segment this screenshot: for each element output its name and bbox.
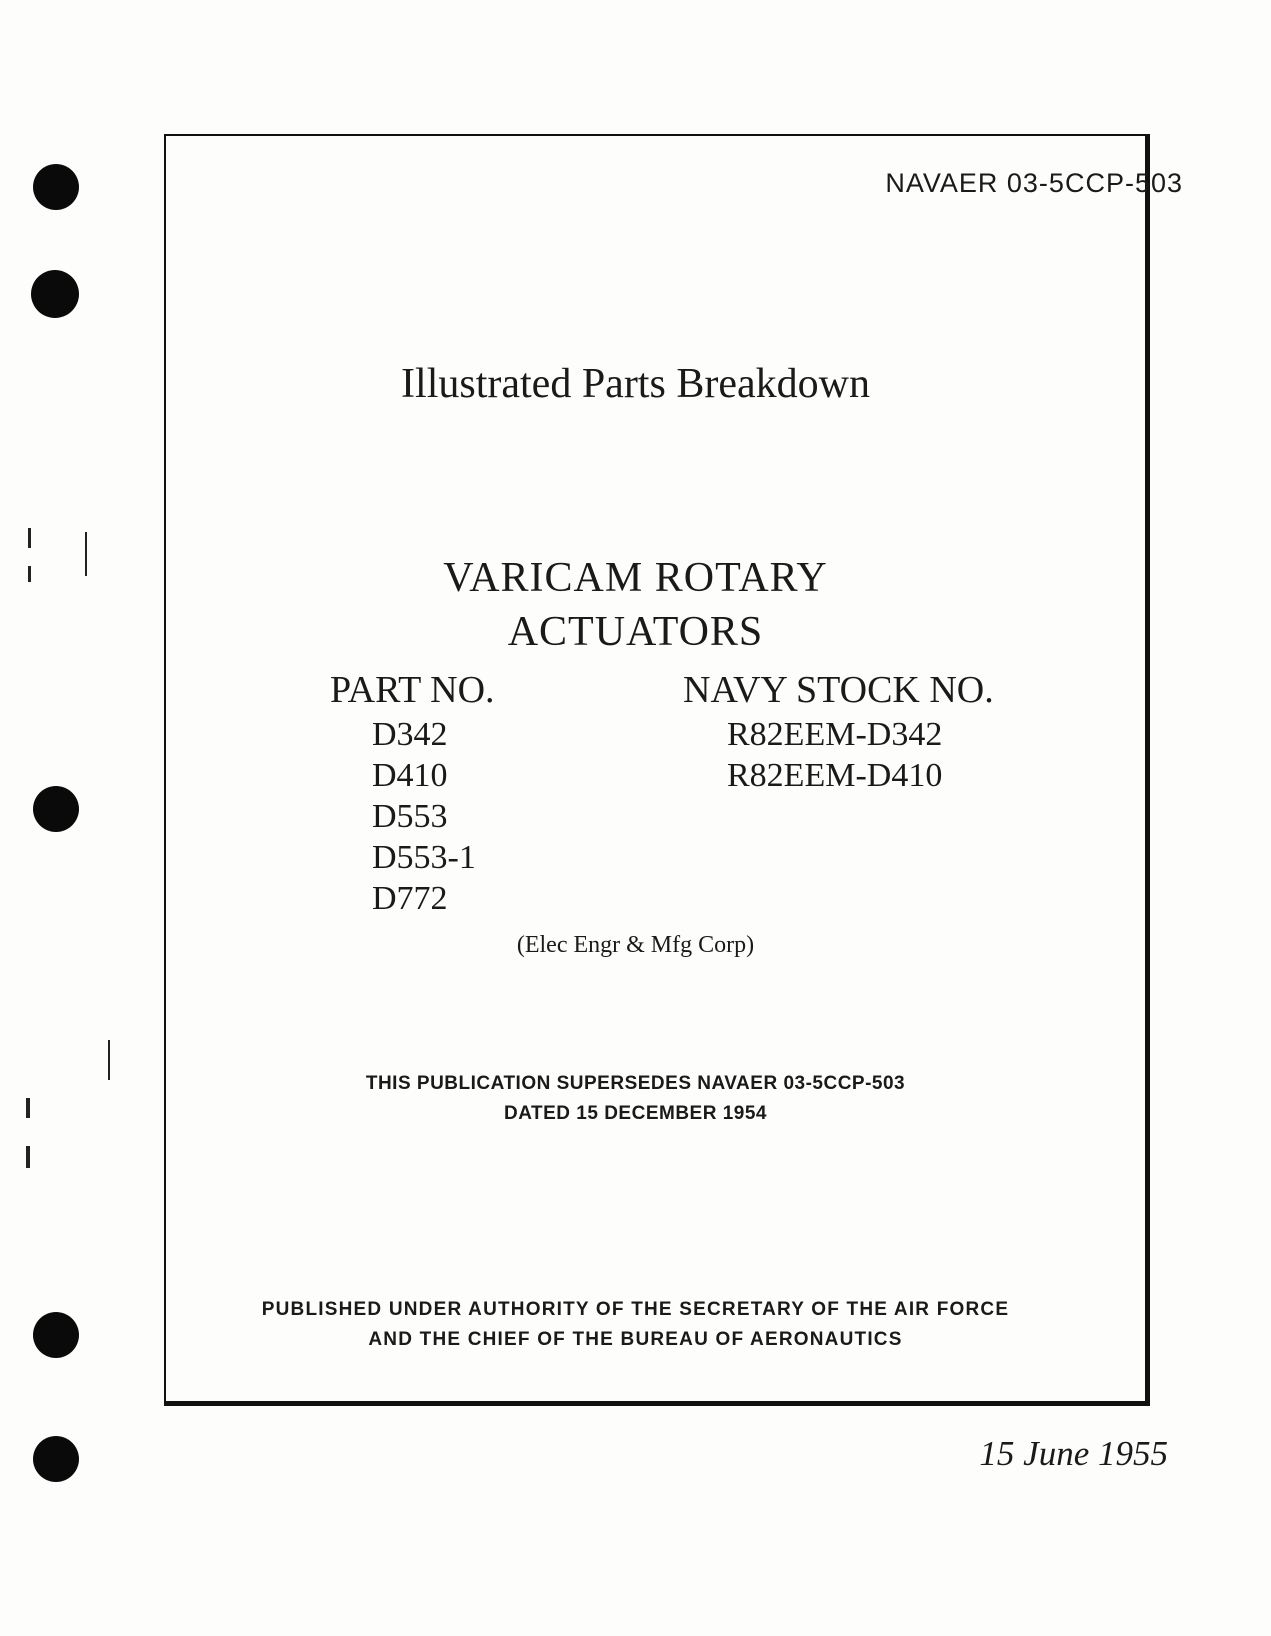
binder-hole-3 (33, 786, 79, 832)
part-number: D410 (372, 757, 448, 794)
binder-hole-5 (33, 1436, 79, 1482)
scan-mark (26, 1146, 30, 1168)
binder-hole-2 (31, 270, 79, 318)
navy-stock-no-header: NAVY STOCK NO. (683, 669, 994, 711)
part-number: D772 (372, 880, 448, 917)
document-number: NAVAER 03-5CCP-503 (885, 168, 1183, 198)
authority-line1: PUBLISHED UNDER AUTHORITY OF THE SECRETARY OF THE AIR FORCE (261, 1299, 1010, 1320)
document-title: Illustrated Parts Breakdown (401, 361, 870, 407)
part-number: D553-1 (372, 839, 476, 876)
stock-number: R82EEM-D410 (727, 757, 943, 794)
part-no-header: PART NO. (330, 669, 495, 711)
part-number-list (372, 714, 476, 919)
scan-mark (28, 528, 31, 548)
publication-date: 15 June 1955 (979, 1434, 1168, 1473)
cover-border (164, 134, 1150, 1406)
part-number: D342 (372, 716, 448, 753)
manufacturer-name: (Elec Engr & Mfg Corp) (516, 932, 755, 958)
subject-title-line2: ACTUATORS (507, 609, 764, 655)
binder-hole-1 (33, 164, 79, 210)
subject-title-line1: VARICAM ROTARY (443, 555, 828, 601)
supersedes-notice-line2: DATED 15 DECEMBER 1954 (503, 1103, 767, 1124)
part-number: D553 (372, 798, 448, 835)
authority-line2: AND THE CHIEF OF THE BUREAU OF AERONAUTICS (368, 1329, 903, 1350)
stock-number-list (727, 714, 942, 796)
stock-number: R82EEM-D342 (727, 716, 943, 753)
supersedes-notice-line1: THIS PUBLICATION SUPERSEDES NAVAER 03-5CCP-503 (365, 1073, 906, 1094)
